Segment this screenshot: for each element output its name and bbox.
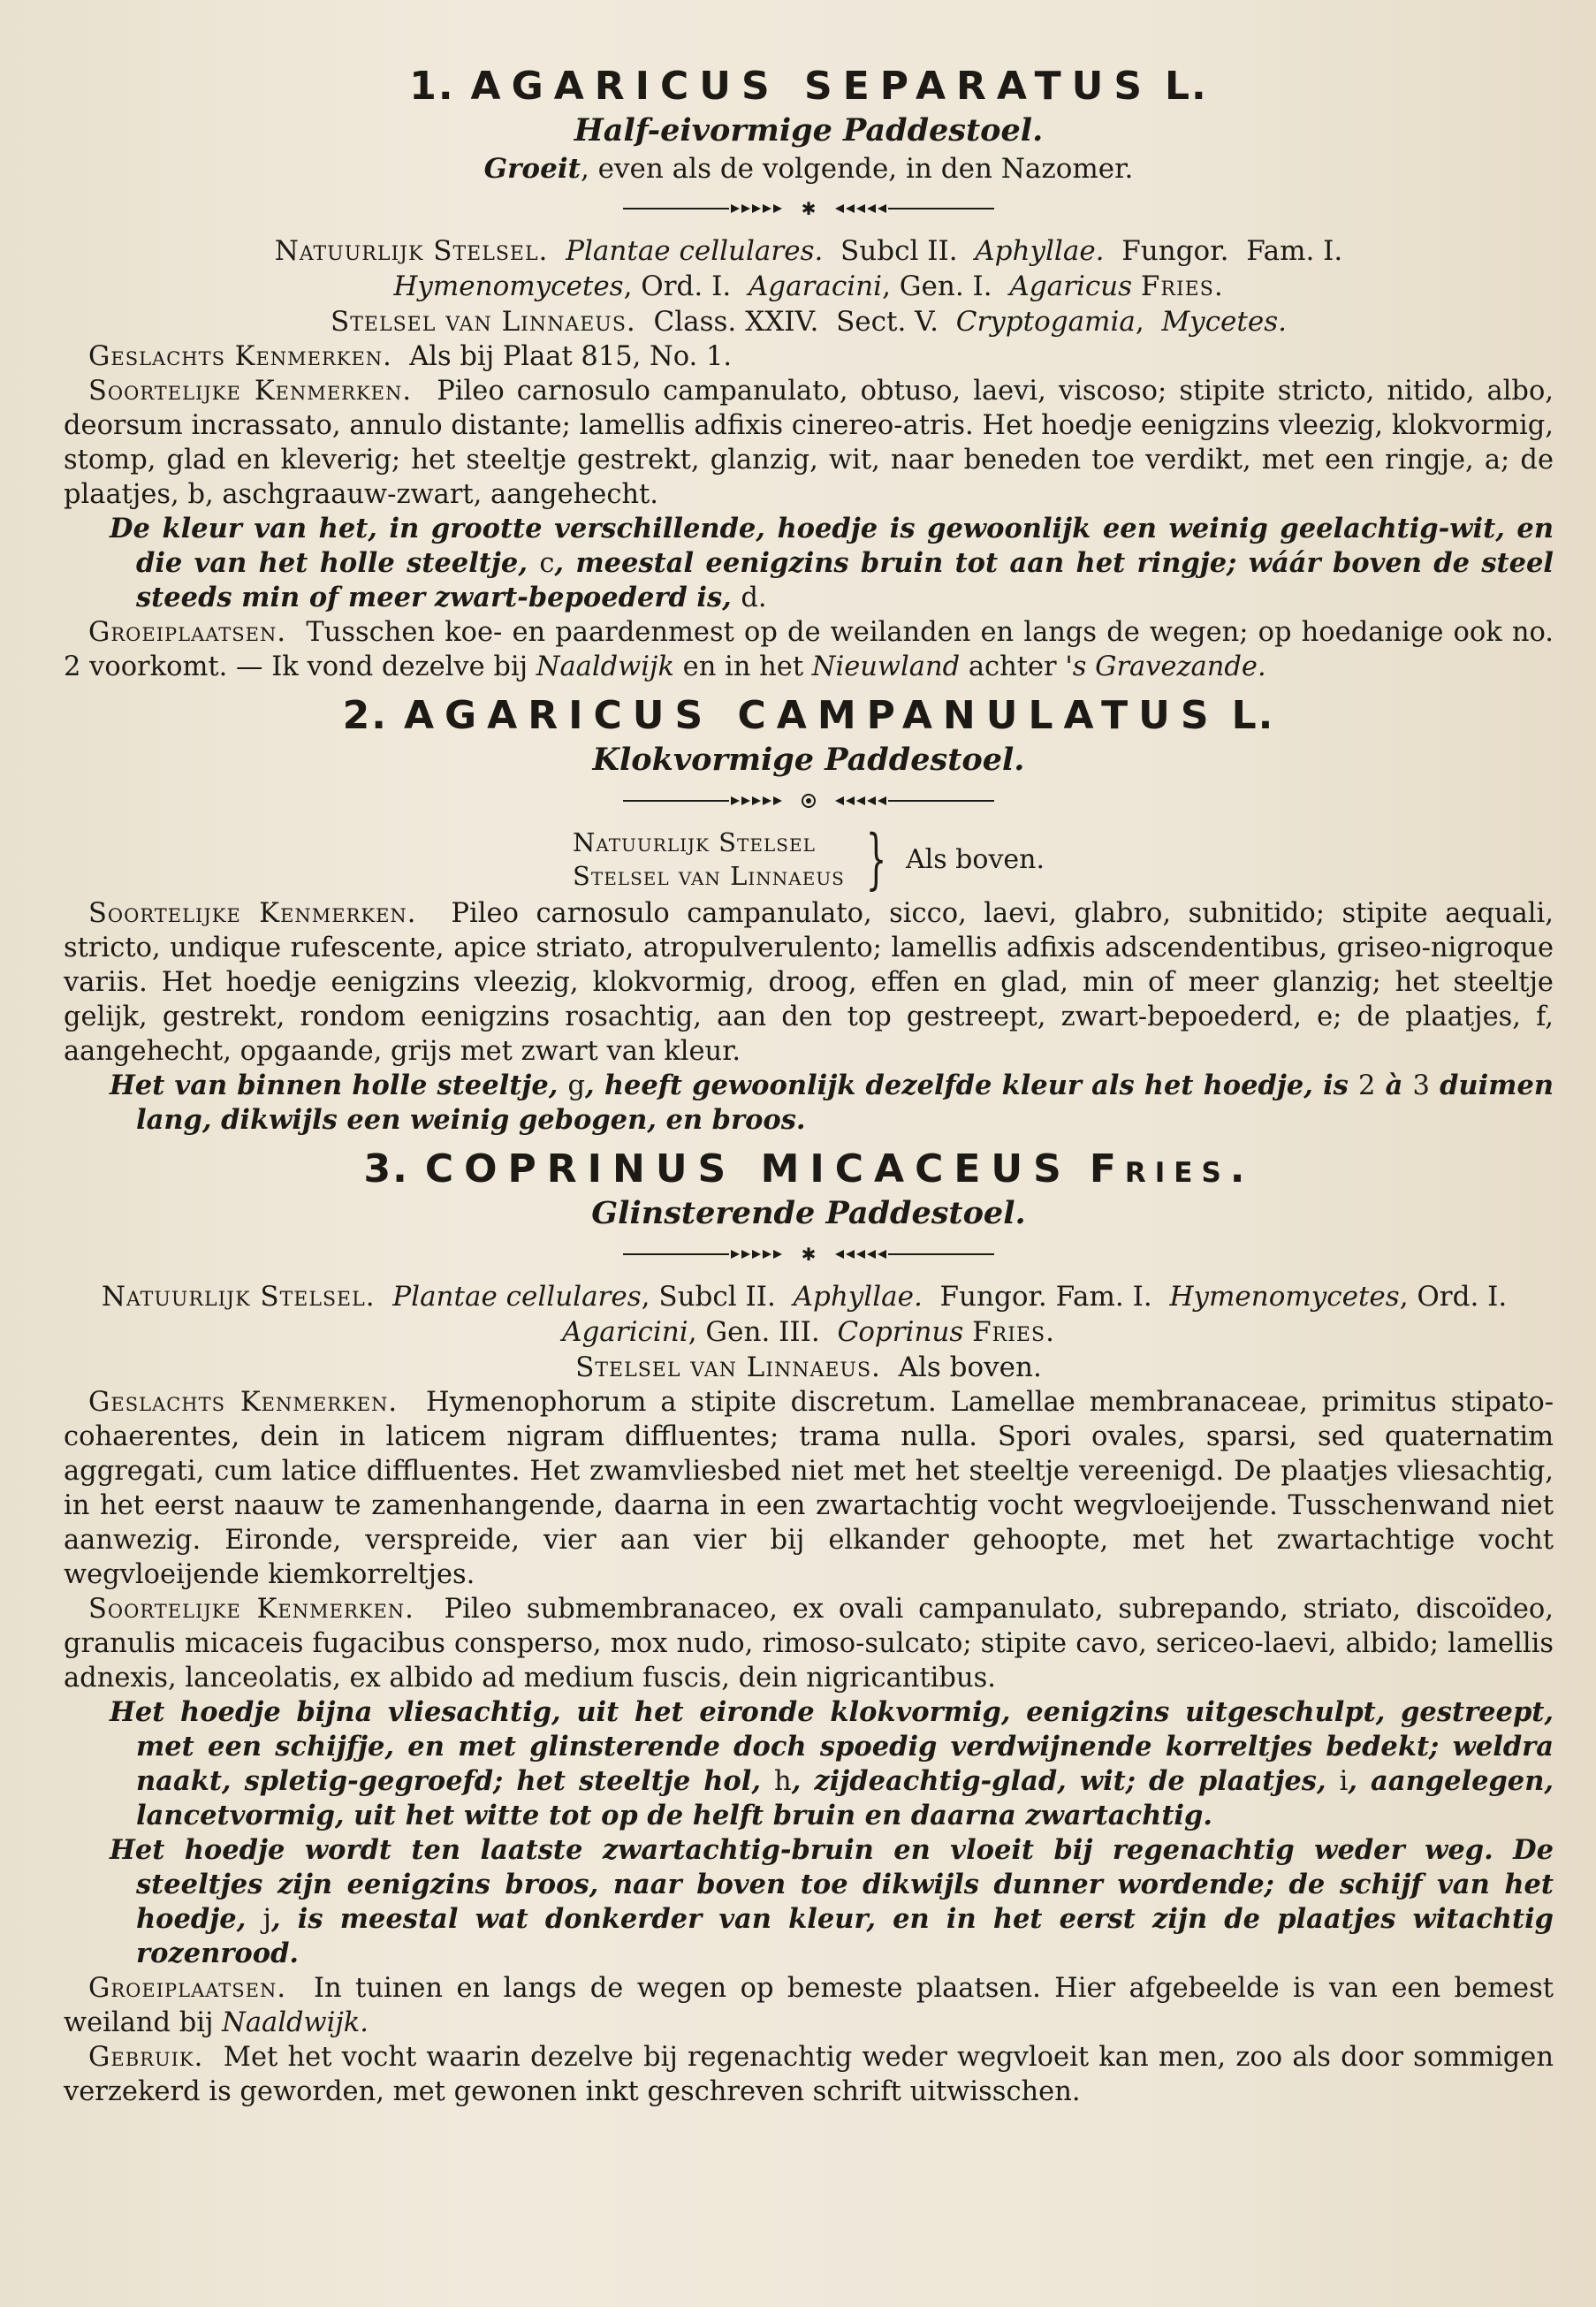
geslachts-text: Hymenophorum a stipite discretum. Lamellae membranaceae, primitus stipato-cohaerentes, dein in laticem nigram diffluentes; trama nulla. Spori ovales, sparsi, sed quaternatim aggregati, cum latice diffluentes. Het zwamvliesbed niet met het steeltje vereenigd. De plaatjes vliesachtig, in het eerst naauw te zamenhangende, daarna in een zwartachtig vocht wegvloeijende. Tusschenwand niet aanwezig. Eironde, verspreide, vier aan vier bij elkander gehoopte, met het zwartachtige vocht wegvloeijende kiemkorreltjes. xyxy=(64,1387,1554,1590)
italic-note xyxy=(64,512,1554,615)
label-soortelijke: Soortelijke Kenmerken. xyxy=(88,1594,414,1625)
number: 3 xyxy=(1412,1070,1430,1101)
entry-3 xyxy=(64,1145,1554,2109)
note-part: De kleur van het, in grootte verschillende, hoedje is gewoonlijk een weinig geelachtig-wit, en die van het holle steeltje, xyxy=(110,513,1554,579)
label-soortelijke: Soortelijke Kenmerken. xyxy=(88,898,417,929)
fungor-text: Fungor. xyxy=(1121,235,1229,267)
entry-2 xyxy=(64,691,1554,1138)
mycetes-text: Mycetes. xyxy=(1161,306,1287,338)
order-text: , Ord. I. xyxy=(1399,1281,1508,1313)
linnaeus-system-line xyxy=(64,304,1554,339)
note-part: à xyxy=(1385,1070,1403,1101)
cryptogamia-text: Cryptogamia xyxy=(955,306,1136,338)
italic-note xyxy=(64,1069,1554,1138)
brace-text: Als boven. xyxy=(905,843,1045,875)
place-name: 's Gravezande. xyxy=(1065,651,1266,682)
linnaeus-text: Als boven. xyxy=(898,1351,1042,1383)
subclass-text: Subcl II. xyxy=(840,235,958,267)
section-text: Sect. V. xyxy=(836,306,939,338)
genus-text: , Gen. I. xyxy=(882,270,992,302)
species-characteristics xyxy=(64,896,1554,1069)
genus-characteristics xyxy=(64,1385,1554,1592)
genus-characteristics xyxy=(64,339,1554,374)
common-name: Glinsterende Paddestoel. xyxy=(591,1195,1026,1231)
label-stelsel-linnaeus: Stelsel van Linnaeus xyxy=(572,861,845,891)
soortelijke-text: Pileo carnosulo campanulato, obtuso, laevi, viscoso; stipite stricto, nitido, albo, deorsum incrassato, annulo distante; lamellis adfixis cinereo-atris. Het hoedje eenigzins vleezig, klokvormig, stomp, glad en kleverig; het steeltje gestrekt, glanzig, wit, naar beneden toe verdikt, met een ringje, a; de plaatjes, b, aschgraauw-zwart, aangehecht. xyxy=(64,376,1554,510)
coprinus-text: Coprinus xyxy=(837,1316,964,1348)
note-part: , heeft gewoonlijk dezelfde kleur als het hoedje, is xyxy=(585,1070,1349,1101)
entry-1 xyxy=(64,62,1554,684)
label-gebruik: Gebruik. xyxy=(88,2042,204,2073)
plantae-text: Plantae cellulares xyxy=(392,1281,642,1313)
species-name: AGARICUS SEPARATUS xyxy=(470,64,1153,109)
grows-rest: , even als de volgende, in den Nazomer. xyxy=(580,153,1134,185)
label-natuurlijk-stelsel: Natuurlijk Stelsel. xyxy=(101,1281,376,1313)
fries-text: Fries. xyxy=(972,1316,1055,1348)
hymenomycetes-text: Hymenomycetes xyxy=(393,270,624,302)
habitat-text: achter xyxy=(968,651,1057,682)
svg-text:✱: ✱ xyxy=(801,1245,817,1263)
label-soortelijke: Soortelijke Kenmerken. xyxy=(88,376,413,407)
entry-number: 1. xyxy=(409,64,455,109)
entry-1-title xyxy=(64,62,1554,111)
agaracini-text: Agaracini xyxy=(748,270,883,302)
habitat-text: In tuinen en langs de wegen op bemeste plaatsen. Hier afgebeelde is van een bemest weiland bij xyxy=(64,1973,1554,2038)
note-part: , zijdeachtig-glad, wit; de plaatjes, xyxy=(791,1765,1326,1797)
author-abbrev: L. xyxy=(1231,693,1275,738)
soortelijke-text: Pileo submembranaceo, ex ovali campanulato, subrepando, striato, discoïdeo, granulis micaceis fugacibus consperso, mox nudo, rimoso-sulcato; stipite cavo, sericeo-laevi, albido; lamellis adnexis, lanceolatis, ex albido ad medium fuscis, dein nigricantibus. xyxy=(64,1594,1554,1694)
spacer xyxy=(64,1138,1554,1145)
place-name: Nieuwland xyxy=(811,651,961,682)
linnaeus-system-line xyxy=(64,1350,1554,1385)
common-name: Klokvormige Paddestoel. xyxy=(592,742,1025,778)
svg-text:✱: ✱ xyxy=(801,200,817,217)
note-part: , is meestal wat donkerder van kleur, en in het eerst zijn de plaatjes witachtig rozenrood. xyxy=(136,1903,1554,1969)
label-groeiplaatsen: Groeiplaatsen. xyxy=(88,1973,287,2004)
species-characteristics xyxy=(64,374,1554,512)
aphyllae-text: Aphyllae. xyxy=(975,235,1105,267)
note-part: , aangelegen, lancetvormig, uit het witte tot op de helft bruin en daarna zwartachtig. xyxy=(136,1765,1554,1831)
hymenomycetes-text: Hymenomycetes xyxy=(1169,1281,1400,1313)
figure-letter: h xyxy=(774,1766,792,1797)
label-groeiplaatsen: Groeiplaatsen. xyxy=(88,617,287,648)
class-text: Class. XXIV. xyxy=(653,306,819,338)
species-name: COPRINUS MICACEUS xyxy=(424,1146,1072,1192)
place-name: Naaldwijk xyxy=(536,651,674,682)
note-part: duimen lang, dikwijls een weinig gebogen, en broos. xyxy=(136,1070,1554,1136)
agaricus-text: Agaricus xyxy=(1009,270,1133,302)
usage xyxy=(64,2040,1554,2109)
growth-season xyxy=(64,150,1554,187)
entry-number: 2. xyxy=(342,693,388,738)
brace-icon: } xyxy=(865,821,887,897)
systems-brace xyxy=(64,821,1554,897)
label-geslachts: Geslachts Kenmerken. xyxy=(88,341,392,372)
note-part: Het hoedje wordt ten laatste zwartachtig-bruin en vloeit bij regenachtig weder weg. De steeltjes zijn eenigzins broos, naar boven toe dikwijls dunner wordende; de schijf van het hoedje, xyxy=(110,1834,1554,1935)
aphyllae-text: Aphyllae. xyxy=(793,1281,923,1313)
soortelijke-text: Pileo carnosulo campanulato, sicco, laevi, glabro, subnitido; stipite aequali, stricto, undique rufescente, apice striato, atropulverulento; lamellis adfixis adscendentibus, griseo-nigroque variis. Het hoedje eenigzins vleezig, klokvormig, droog, effen en glad, min of meer glanzig; het steeltje gelijk, gestrekt, rondom eenigzins rosachtig, aan den top gestreept, zwart-bepoederd, e; de plaatjes, f, aangehecht, opgaande, grijs met zwart van kleur. xyxy=(64,898,1554,1067)
fungor-text: Fungor. Fam. I. xyxy=(939,1281,1152,1313)
author-abbrev: Fries. xyxy=(1089,1146,1254,1192)
label-natuurlijk-stelsel: Natuurlijk Stelsel xyxy=(572,827,816,857)
ornament-divider-icon xyxy=(623,1245,994,1263)
natural-system-line-2 xyxy=(64,269,1554,304)
subclass-text: , Subcl II. xyxy=(641,1281,776,1313)
natural-system-line-1 xyxy=(64,233,1554,269)
ornament-divider-icon xyxy=(623,200,994,217)
entry-number: 3. xyxy=(363,1146,409,1192)
species-name: AGARICUS CAMPANULATUS xyxy=(404,693,1220,738)
genus-text: , Gen. III. xyxy=(688,1316,820,1348)
note-part: Het van binnen holle steeltje, xyxy=(110,1070,559,1101)
agaricini-text: Agaricini xyxy=(562,1316,688,1348)
plantae-text: Plantae cellulares. xyxy=(566,235,824,267)
place-name: Naaldwijk. xyxy=(222,2007,369,2038)
figure-letter: j xyxy=(262,1904,271,1935)
entry-2-title xyxy=(64,691,1554,741)
fries-text: Fries. xyxy=(1140,270,1224,302)
label-stelsel-linnaeus: Stelsel van Linnaeus. xyxy=(331,306,636,338)
species-characteristics xyxy=(64,1592,1554,1695)
note-part: Het hoedje bijna vliesachtig, uit het eironde klokvormig, eenigzins uitgeschulpt, gestreept, met een schijfje, en met glinsterende doch spoedig verdwijnende korreltjes bedekt; weldra naakt, spletig-gegroefd; het steeltje hol, xyxy=(110,1696,1554,1797)
author-abbrev: L. xyxy=(1165,64,1208,109)
habitat xyxy=(64,615,1554,684)
family-text: Fam. I. xyxy=(1246,235,1343,267)
spacer xyxy=(64,684,1554,691)
ornament-divider-icon xyxy=(623,792,994,810)
order-text: , Ord. I. xyxy=(623,270,732,302)
habitat-text: en in het xyxy=(682,651,804,682)
natural-system-line-1 xyxy=(64,1279,1554,1350)
habitat-text: Tusschen koe- en paardenmest op de weilanden en langs de wegen; op hoedanige ook no. 2 voorkomt. — Ik vond dezelve bij xyxy=(64,617,1554,682)
brace-labels xyxy=(573,826,845,893)
number: 2 xyxy=(1358,1070,1376,1101)
figure-letter: c xyxy=(539,548,555,579)
habitat xyxy=(64,1971,1554,2040)
italic-note-1 xyxy=(64,1695,1554,1833)
figure-letter: g xyxy=(567,1070,586,1101)
figure-letter: i xyxy=(1339,1766,1349,1797)
label-geslachts: Geslachts Kenmerken. xyxy=(88,1387,399,1418)
figure-letter: d. xyxy=(741,582,767,613)
common-name: Half-eivormige Paddestoel. xyxy=(574,112,1044,148)
label-natuurlijk-stelsel: Natuurlijk Stelsel. xyxy=(274,235,549,267)
geslachts-text: Als bij Plaat 815, No. 1. xyxy=(409,341,733,372)
comma: , xyxy=(1135,306,1144,338)
note-part: , meestal eenigzins bruin tot aan het ringje; wáár boven de steel steeds min of meer zwart-bepoederd is, xyxy=(136,547,1554,613)
italic-note-2 xyxy=(64,1833,1554,1971)
label-stelsel-linnaeus: Stelsel van Linnaeus. xyxy=(575,1351,881,1383)
grows-word: Groeit xyxy=(483,153,581,185)
entry-3-title xyxy=(64,1145,1554,1194)
usage-text: Met het vocht waarin dezelve bij regenachtig weder wegvloeit kan men, zoo als door sommigen verzekerd is geworden, met gewonen inkt geschreven schrift uitwisschen. xyxy=(64,2042,1554,2107)
